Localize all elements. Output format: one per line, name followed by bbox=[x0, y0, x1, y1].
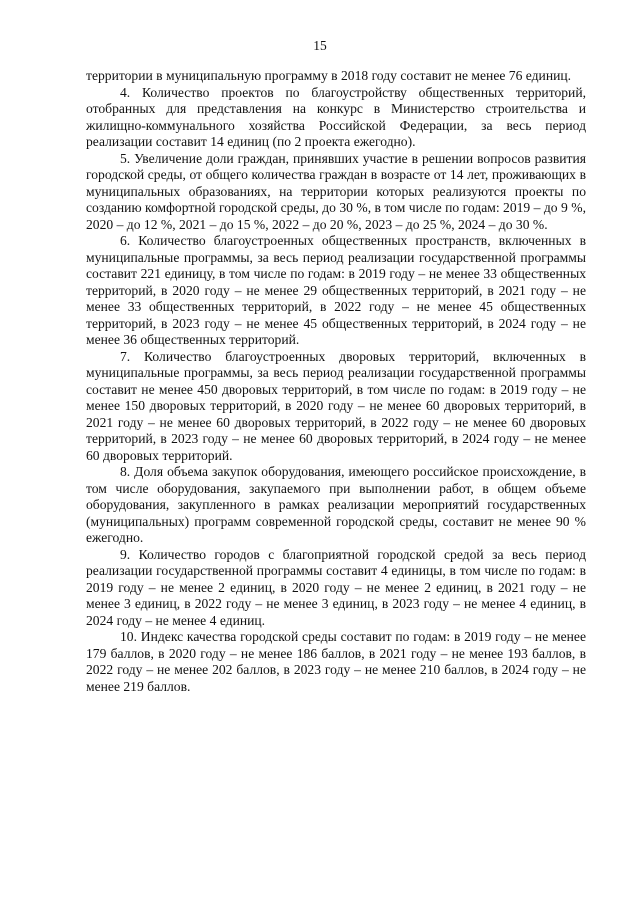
paragraph-item-5: 5. Увеличение доли граждан, принявших участие в решении вопросов развития городской среды, от общего количества граждан в возрасте от 14 лет, проживающих в муниципальных образованиях, на территории которых реализуются проекты по созданию комфортной городской среды, до 30 %, в том числе по годам: 2019 – до 9 %, 2020 – до 12 %, 2021 – до 15 %, 2022 – до 20 %, 2023 – до 25 %, 2024 – до 30 %. bbox=[86, 150, 586, 232]
paragraph-item-6: 6. Количество благоустроенных общественных пространств, включенных в муниципальные программы, за весь период реализации государственной программы составит 221 единицу, в том числе по годам: в 2019 году – не менее 33 общественных территорий, в 2020 году – не менее 29 общественных территорий, в 2021 году – не менее 33 общественных территорий, в 2022 году – не менее 45 общественных территорий, в 2023 году – не менее 45 общественных территорий, в 2024 году – не менее 36 общественных территорий. bbox=[86, 233, 586, 347]
paragraph-item-8: 8. Доля объема закупок оборудования, имеющего российское происхождение, в том числе оборудования, закупаемого при выполнении работ, в общем объеме оборудования, закупленного в рамках реализации мероприятий государственных (муниципальных) программ современной городской среды, составит не менее 90 % ежегодно. bbox=[86, 464, 586, 545]
page-number: 15 bbox=[313, 38, 327, 53]
paragraph-continuation: территории в муниципальную программу в 2018 году составит не менее 76 единиц. bbox=[86, 68, 572, 83]
paragraph-item-7: 7. Количество благоустроенных дворовых территорий, включенных в муниципальные программы, за весь период реализации государственной программы составит не менее 450 дворовых территорий, в том числе по годам: в 2019 году – не менее 150 дворовых территорий, в 2020 году – не менее 60 дворовых территорий, в 2021 году – не менее 60 дворовых территорий, в 2022 году – не менее 60 дворовых территорий, в 2023 году – не менее 60 дворовых территорий, в 2024 году – не менее 60 дворовых территорий. bbox=[86, 348, 586, 463]
paragraph-item-10: 10. Индекс качества городской среды составит по годам: в 2019 году – не менее 179 баллов, в 2020 году – не менее 186 баллов, в 2021 году – не менее 193 баллов, в 2022 году – не менее 202 баллов, в 2023 году – не менее 210 баллов, в 2024 году – не менее 219 баллов. bbox=[86, 629, 586, 694]
document-body bbox=[86, 68, 586, 695]
paragraph-item-9: 9. Количество городов с благоприятной городской средой за весь период реализации государственной программы составит 4 единицы, в том числе по годам: в 2019 году – не менее 2 единиц, в 2020 году – не менее 2 единиц, в 2021 году – не менее 3 единиц, в 2022 году – не менее 3 единиц, в 2023 году – не менее 4 единиц, в 2024 году – не менее 4 единиц. bbox=[86, 546, 586, 628]
paragraph-item-4: 4. Количество проектов по благоустройству общественных территорий, отобранных для представления на конкурс в Министерство строительства и жилищно-коммунального хозяйства Российской Федерации, за весь период реализации составит 14 единиц (по 2 проекта ежегодно). bbox=[86, 84, 586, 149]
